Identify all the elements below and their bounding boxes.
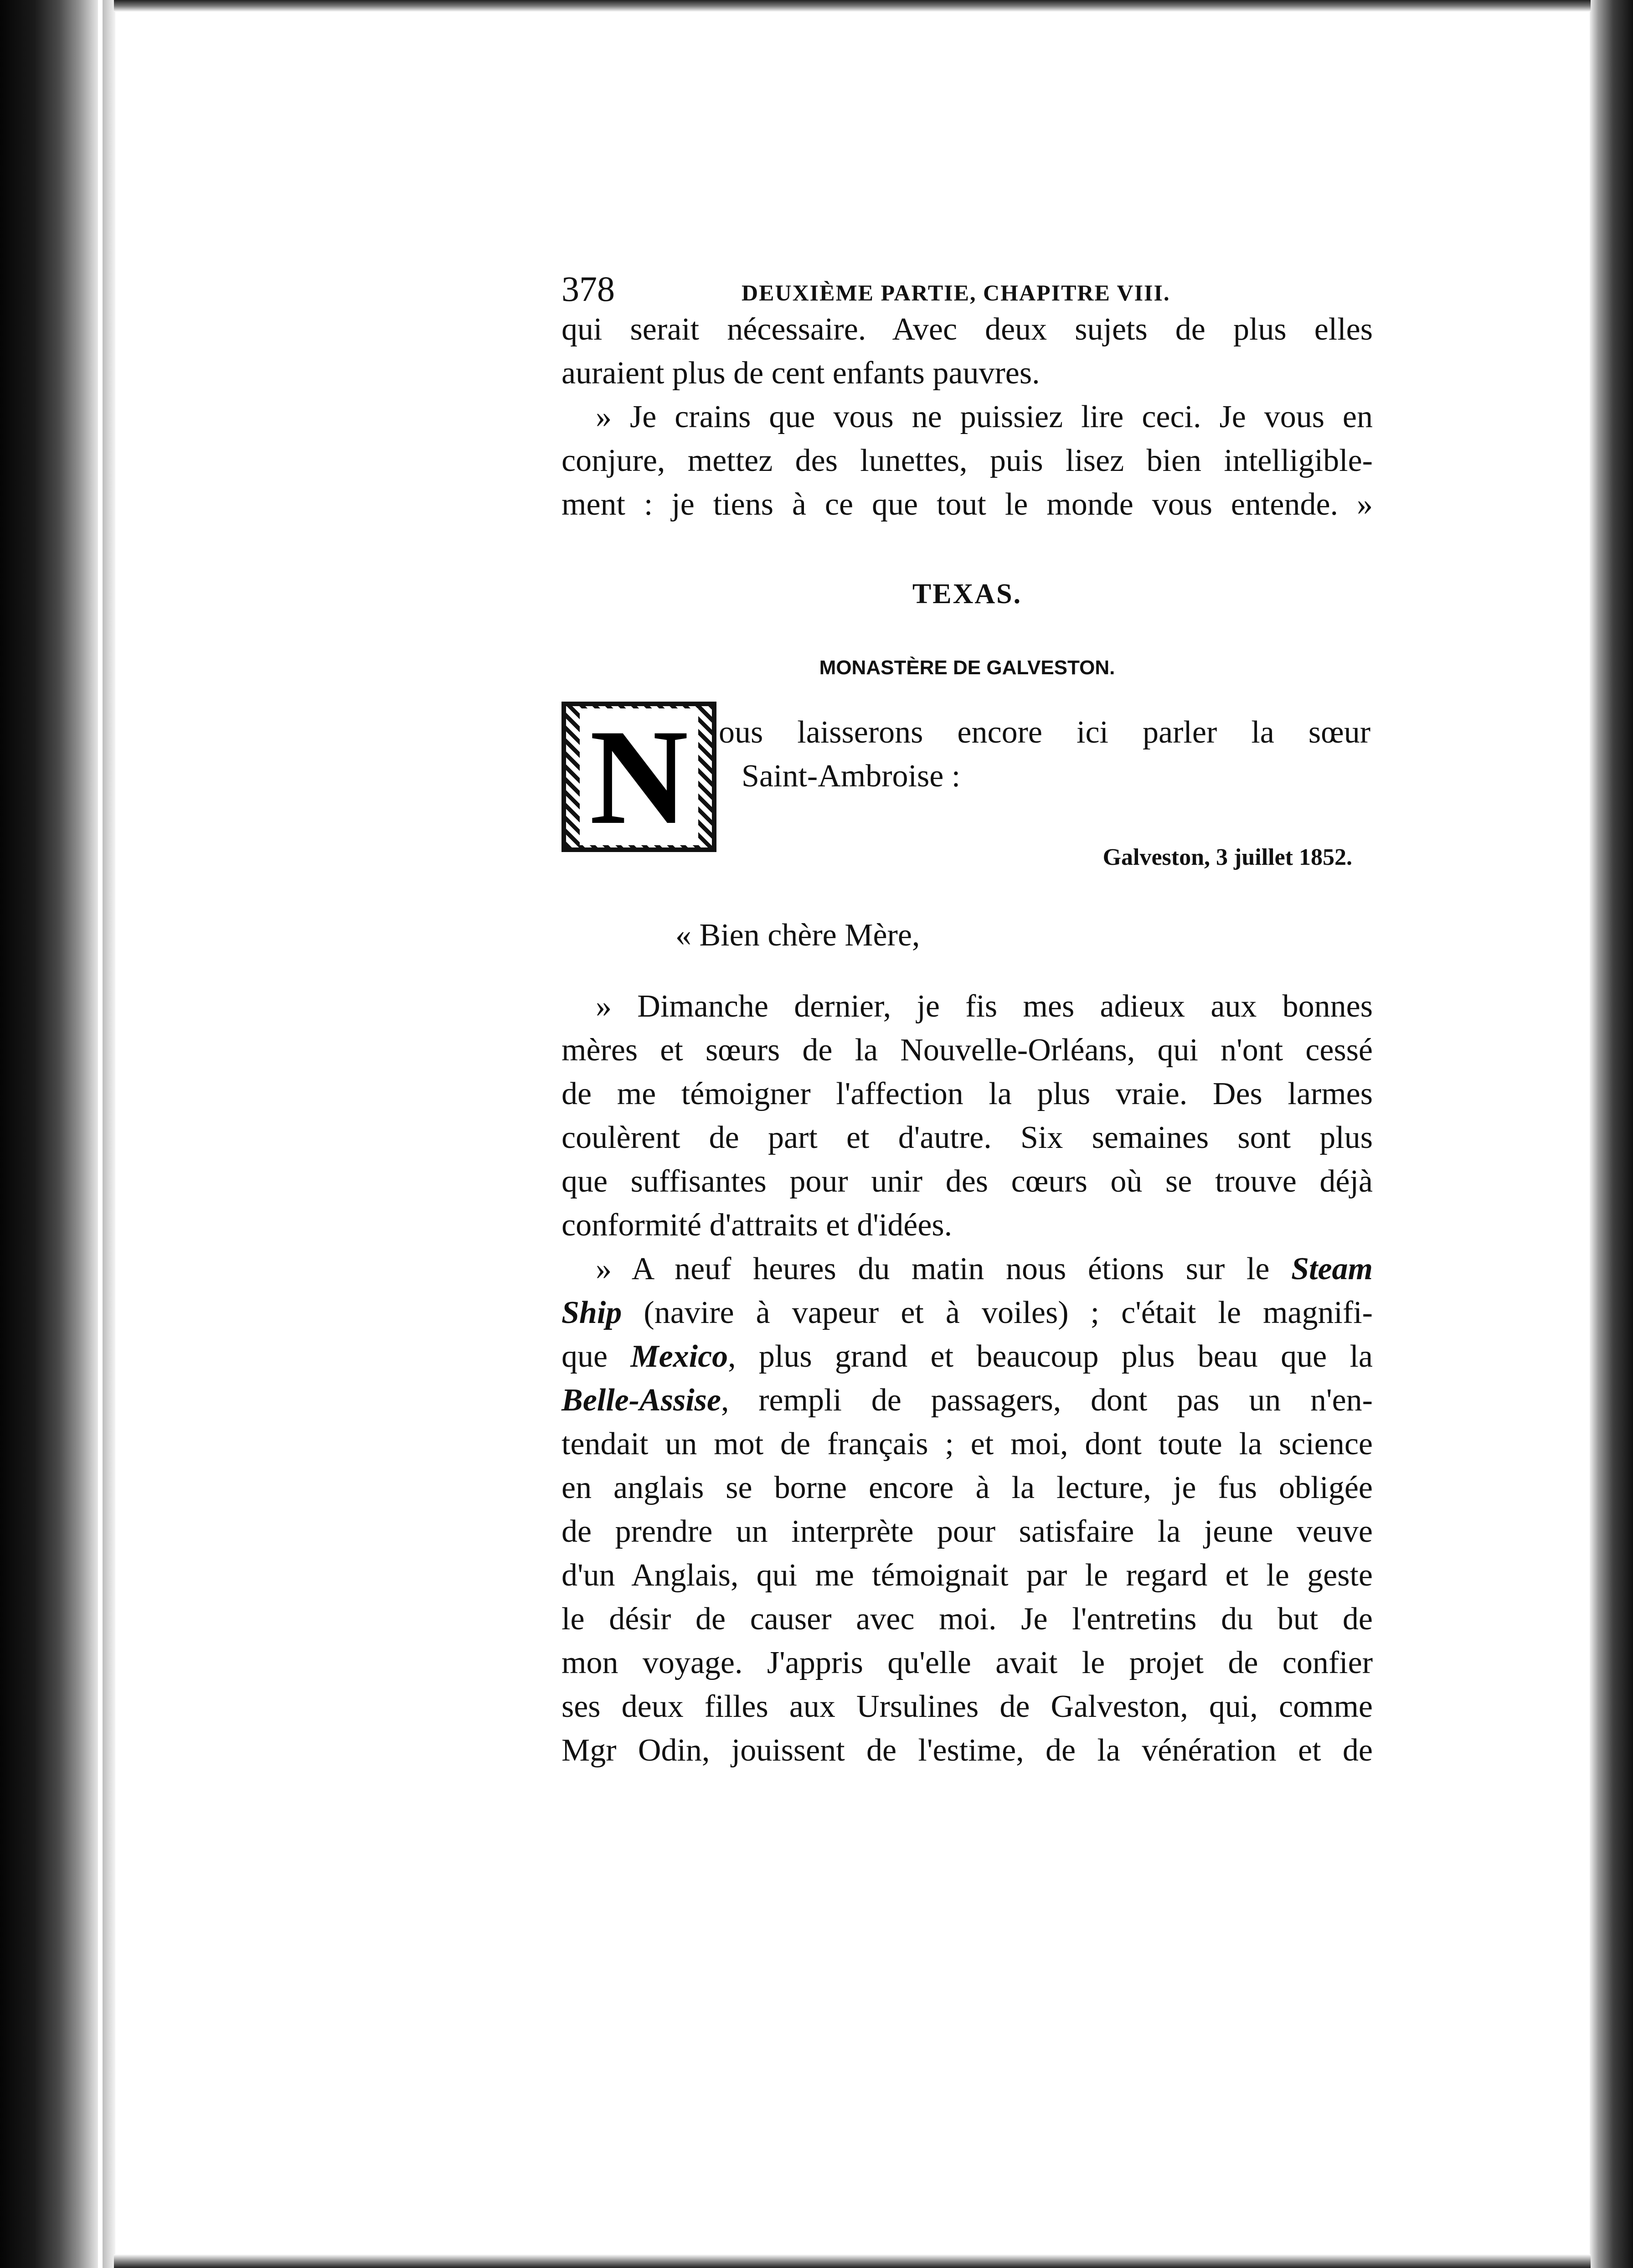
text-line: Mgr Odin, jouissent de l'estime, de la vénération et de [562,1733,1373,1768]
text-run: (navire à vapeur et à voiles) ; c'était le magnifi- [622,1295,1373,1330]
text-line: mon voyage. J'appris qu'elle avait le projet de confier [562,1645,1373,1680]
letter-salutation: « Bien chère Mère, [675,918,920,953]
text-line: en anglais se borne encore à la lecture, je fus obligée [562,1470,1373,1505]
book-page [562,262,1373,1772]
text-line: qui serait nécessaire. Avec deux sujets de plus elles [562,312,1373,347]
text-line: de me témoigner l'affection la plus vraie. Des larmes [562,1076,1373,1111]
text-run: , rempli de passagers, dont pas un n'en- [721,1383,1373,1418]
scan-top-edge [114,0,1591,12]
letter-paragraph-2 [562,1247,1373,1772]
text-line: coulèrent de part et d'autre. Six semaines sont plus [562,1120,1373,1155]
ornamental-drop-cap [562,702,716,852]
letter-paragraph-1 [562,985,1373,1247]
italic-term: Steam [1291,1251,1373,1286]
intro-text [562,308,1373,527]
running-head [562,262,1373,308]
text-line: » Je crains que vous ne puissiez lire ceci. Je vous en [596,399,1373,434]
text-line: d'un Anglais, qui me témoignait par le regard et le geste [562,1558,1373,1593]
text-line: ses deux filles aux Ursulines de Galveston, qui, comme [562,1689,1373,1724]
scan-left-shadow [103,0,115,2268]
text-line: auraient plus de cent enfants pauvres. [562,356,1040,391]
text-line: tendait un mot de français ; et moi, dont toute la science [562,1426,1373,1462]
chapter-heading: DEUXIÈME PARTIE, CHAPITRE VIII. [742,280,1170,305]
text-line: conjure, mettez des lunettes, puis lisez bien intelligible- [562,443,1373,478]
opening-text [719,711,1370,798]
scan-left-edge [0,0,98,2268]
text-line: conformité d'attraits et d'idées. [562,1208,953,1243]
section-subtitle: MONASTÈRE DE GALVESTON. [819,656,1115,679]
text-run: que [562,1339,631,1374]
text-line: Saint-Ambroise : [742,759,961,794]
text-line: le désir de causer avec moi. Je l'entretins du but de [562,1602,1373,1637]
text-line: » Dimanche dernier, je fis mes adieux aux bonnes [596,989,1373,1024]
text-line: mères et sœurs de la Nouvelle-Orléans, qui n'ont cessé [562,1033,1373,1068]
scan-right-edge [1590,0,1633,2268]
scan-bottom-edge [114,2254,1591,2268]
text-line [562,1291,1373,1335]
drop-cap-letter: N [580,708,699,845]
text-line [562,1379,1373,1422]
letter-dateline: Galveston, 3 juillet 1852. [1102,844,1352,870]
text-run: , plus grand et beaucoup plus beau que la [728,1339,1373,1374]
ship-name: Mexico [630,1339,728,1374]
opening-paragraph [562,698,1373,860]
text-line: ment : je tiens à ce que tout le monde vous entende. » [562,487,1373,522]
text-run: » A neuf heures du matin nous étions sur le [596,1251,1292,1286]
italic-term: Ship [562,1295,622,1330]
text-line: de prendre un interprète pour satisfaire la jeune veuve [562,1514,1373,1549]
section-title: TEXAS. [912,579,1022,610]
page-number: 378 [562,269,615,309]
text-line: ous laisserons encore ici parler la sœur [719,715,1370,750]
text-line [562,1335,1373,1379]
text-line: que suffisantes pour unir des cœurs où se trouve déjà [562,1164,1373,1199]
text-line [562,1247,1373,1291]
ship-name: Belle-Assise [562,1383,721,1418]
